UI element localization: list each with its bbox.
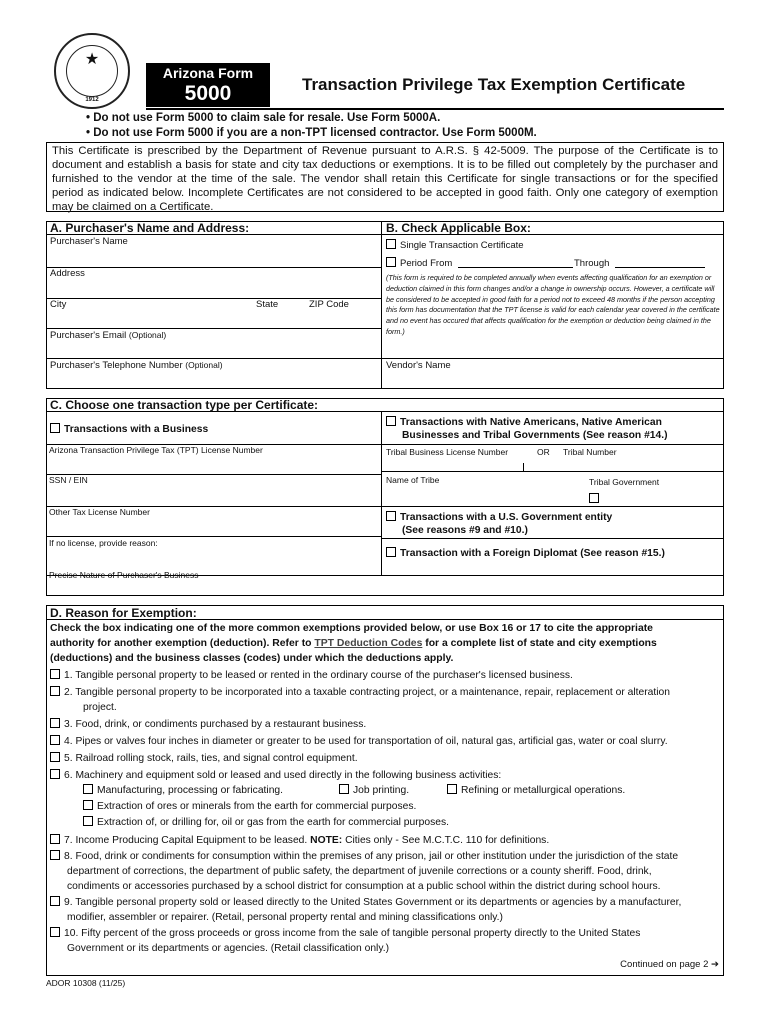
bullet-resale: • Do not use Form 5000 to claim sale for resale. Use Form 5000A.: [86, 112, 441, 124]
reason-6-ores[interactable]: Extraction of ores or minerals from the earth for commercial purposes.: [83, 800, 416, 814]
nature-of-business-field[interactable]: [227, 577, 717, 593]
reason-2-checkbox[interactable]: [50, 686, 60, 696]
city-label: City: [50, 299, 67, 310]
reason-6-job-printing-checkbox[interactable]: [339, 784, 349, 794]
business-option[interactable]: [50, 423, 208, 435]
reason-4-checkbox[interactable]: [50, 735, 60, 745]
email-field[interactable]: [50, 340, 378, 358]
reason-6-oil-gas-checkbox[interactable]: [83, 816, 93, 826]
email-label: Purchaser's Email (Optional): [50, 330, 167, 341]
nature-of-business-label: Precise Nature of Purchaser's Business: [49, 570, 199, 580]
reason-8-checkbox[interactable]: [50, 850, 60, 860]
reason-6-refining-checkbox[interactable]: [447, 784, 457, 794]
foreign-diplomat-checkbox[interactable]: [386, 547, 396, 557]
reason-10[interactable]: 10. Fifty percent of the gross proceeds or gross income from the sale of tangible personal property directly to the United States: [50, 927, 640, 941]
section-d-instructions: Check the box indicating one of the more common exemptions provided below, or use Box 16 or 17 to cite the appropriate authority for another exemption (deduction). Refer to TPT Deduction Codes for a complete list of state and city exemptions (deductions) and the business classes (codes) under which the deductions apply.: [50, 623, 657, 664]
reason-2-cont: project.: [83, 702, 117, 713]
section-b-heading: B. Check Applicable Box:: [386, 221, 531, 235]
reason-6-manufacturing[interactable]: Manufacturing, processing or fabricating.: [83, 784, 283, 798]
form-number-box: [146, 63, 270, 107]
reason-4[interactable]: 4. Pipes or valves four inches in diameter or greater to be used for transportation of oil, natural gas, artificial gas, water or coal slurry.: [50, 735, 668, 749]
reason-6[interactable]: 6. Machinery and equipment sold or leased and used directly in the following business activities:: [50, 769, 501, 783]
period-from-field[interactable]: [458, 267, 573, 268]
native-american-label-1: Transactions with Native Americans, Native American: [400, 417, 662, 428]
period-from-label: Period From: [400, 258, 453, 269]
tribal-government-option[interactable]: [589, 489, 603, 507]
bullet-contractor: • Do not use Form 5000 if you are a non-TPT licensed contractor. Use Form 5000M.: [86, 127, 537, 139]
us-government-label-1: Transactions with a U.S. Government entity: [400, 512, 613, 523]
address-field[interactable]: [50, 278, 378, 298]
seal-year: 1912: [85, 97, 99, 103]
section-d: [46, 605, 724, 976]
vendor-name-label: Vendor's Name: [386, 360, 451, 371]
purchaser-name-field[interactable]: [50, 246, 378, 266]
single-transaction-checkbox[interactable]: [386, 239, 396, 249]
native-american-checkbox[interactable]: [386, 416, 396, 426]
tpt-license-field[interactable]: [49, 455, 379, 473]
through-label: Through: [574, 258, 610, 269]
form-number: 5000: [184, 82, 232, 105]
section-d-heading: D. Reason for Exemption:: [50, 606, 197, 620]
zip-label: ZIP Code: [309, 299, 349, 310]
state-label: State: [256, 299, 279, 310]
section-c-heading: C. Choose one transaction type per Certificate:: [50, 398, 319, 412]
reason-8[interactable]: 8. Food, drink or condiments for consumption within the premises of any prison, jail or other institution under the jurisdiction of the state: [50, 850, 678, 864]
no-license-field[interactable]: [49, 548, 379, 566]
reason-9-checkbox[interactable]: [50, 896, 60, 906]
section-c: [46, 398, 724, 596]
period-note: (This form is required to be completed annually when events affecting qualification for an exemption or deduction claimed in this form changes and/or a change in ownership occurs. However, a certificate will be considered to be accepted in good faith for a period not to exceed 48 months if the person accepting this form has documentation that the TPT license is valid for each calendar year covered in the certificate and no event has occured that affects qualification for the exemption or deduction being claimed in the form.): [386, 273, 720, 336]
reason-6-refining[interactable]: Refining or metallurgical operations.: [447, 784, 625, 798]
bullet-contractor-text: Do not use Form 5000 if you are a non-TPT licensed contractor. Use Form 5000M.: [93, 127, 537, 139]
intro-paragraph: This Certificate is prescribed by the Department of Revenue pursuant to A.R.S. § 42-5009. The purpose of the Certificate is to document and establish a basis for state and city tax deductions or exemptions. It is to be filled out completely by the purchaser and furnished to the vendor at the time of the sale. The vendor shall retain this Certificate for single transactions or for the specified period as indicated below. Incomplete Certificates are not considered to be accepted in good faith. Only one category of exemption may be claimed on a Certificate.: [46, 142, 724, 212]
tribal-government-checkbox[interactable]: [589, 493, 599, 503]
page-title: Transaction Privilege Tax Exemption Certificate: [302, 75, 686, 94]
reason-3[interactable]: 3. Food, drink, or condiments purchased by a restaurant business.: [50, 718, 366, 732]
reason-3-checkbox[interactable]: [50, 718, 60, 728]
reason-1-checkbox[interactable]: [50, 669, 60, 679]
tribal-government-label: Tribal Government: [589, 477, 660, 487]
arizona-state-seal: ★ 1912: [54, 33, 130, 109]
native-american-label-2: Businesses and Tribal Governments (See reason #14.): [402, 430, 668, 441]
reason-8-cont-1: department of corrections, the department of public safety, the department of juvenile corrections or a county sheriff. Food, drink,: [67, 866, 652, 877]
foreign-diplomat-label: Transaction with a Foreign Diplomat (See reason #15.): [400, 548, 665, 559]
reason-6-job-printing[interactable]: Job printing.: [339, 784, 409, 798]
ssn-ein-label: SSN / EIN: [49, 475, 88, 485]
business-label: Transactions with a Business: [64, 424, 209, 435]
reason-6-checkbox[interactable]: [50, 769, 60, 779]
bullet-resale-text: Do not use Form 5000 to claim sale for resale. Use Form 5000A.: [93, 112, 441, 124]
reason-9[interactable]: 9. Tangible personal property sold or leased directly to the United States Government or its departments or agencies by a manufacturer,: [50, 896, 681, 910]
address-label: Address: [50, 268, 85, 279]
reason-8-cont-2: condiments or accessories purchased by a school district for consumption at a public school within the district during school hours.: [67, 881, 661, 892]
section-ab: [46, 221, 724, 389]
through-field[interactable]: [615, 267, 705, 268]
city-state-zip-field[interactable]: [50, 309, 378, 327]
continued-note: Continued on page 2 ➔: [620, 959, 719, 970]
phone-field[interactable]: [50, 370, 378, 387]
foreign-diplomat-option[interactable]: [386, 547, 665, 559]
purchaser-name-label: Purchaser's Name: [50, 236, 128, 247]
single-transaction-label: Single Transaction Certificate: [400, 240, 524, 251]
reason-7[interactable]: 7. Income Producing Capital Equipment to be leased. NOTE: Cities only - See M.C.T.C. 110 for definitions.: [50, 834, 549, 848]
tribal-license-label: Tribal Business License Number: [386, 447, 509, 457]
no-license-label: If no license, provide reason:: [49, 538, 158, 548]
tpt-license-label: Arizona Transaction Privilege Tax (TPT) License Number: [49, 445, 263, 455]
other-license-label: Other Tax License Number: [49, 507, 150, 517]
vendor-name-field[interactable]: [386, 370, 720, 387]
us-government-option[interactable]: [386, 511, 612, 537]
reason-9-cont: modifier, assembler or repairer. (Retail, personal property rental and mining classifications only.): [67, 912, 503, 923]
section-a-heading: A. Purchaser's Name and Address:: [50, 221, 250, 235]
us-government-label-2: (See reasons #9 and #10.): [402, 525, 528, 536]
reason-6-oil-gas[interactable]: Extraction of, or drilling for, oil or gas from the earth for commercial purposes.: [83, 816, 449, 830]
business-checkbox[interactable]: [50, 423, 60, 433]
reason-5-checkbox[interactable]: [50, 752, 60, 762]
form-label: Arizona Form: [162, 65, 254, 81]
reason-7-checkbox[interactable]: [50, 834, 60, 844]
reason-1[interactable]: 1. Tangible personal property to be leased or rented in the ordinary course of the purchaser's licensed business.: [50, 669, 573, 683]
other-license-field[interactable]: [49, 517, 379, 535]
or-label: OR: [537, 447, 550, 457]
reason-6-manufacturing-checkbox[interactable]: [83, 784, 93, 794]
reason-10-cont: Government or its departments or agencies. (Retail classification only.): [67, 943, 390, 954]
form-code: ADOR 10308 (11/25): [46, 978, 126, 988]
reason-5[interactable]: 5. Railroad rolling stock, rails, ties, and signal control equipment.: [50, 752, 358, 766]
ssn-ein-field[interactable]: [49, 485, 379, 505]
native-american-option[interactable]: [386, 416, 668, 442]
tribal-number-label: Tribal Number: [563, 447, 617, 457]
reason-2[interactable]: 2. Tangible personal property to be incorporated into a taxable contracting project, or a maintenance, repair, replacement or alteration: [50, 686, 670, 700]
phone-label: Purchaser's Telephone Number (Optional): [50, 360, 223, 371]
reason-6-ores-checkbox[interactable]: [83, 800, 93, 810]
title-rule: [146, 108, 724, 110]
tribe-name-label: Name of Tribe: [386, 475, 440, 485]
reason-10-checkbox[interactable]: [50, 927, 60, 937]
period-checkbox[interactable]: [386, 257, 396, 267]
tpt-deduction-codes-link[interactable]: TPT Deduction Codes: [314, 638, 423, 649]
single-transaction-option[interactable]: [386, 239, 524, 251]
period-option[interactable]: [386, 257, 452, 269]
us-government-checkbox[interactable]: [386, 511, 396, 521]
